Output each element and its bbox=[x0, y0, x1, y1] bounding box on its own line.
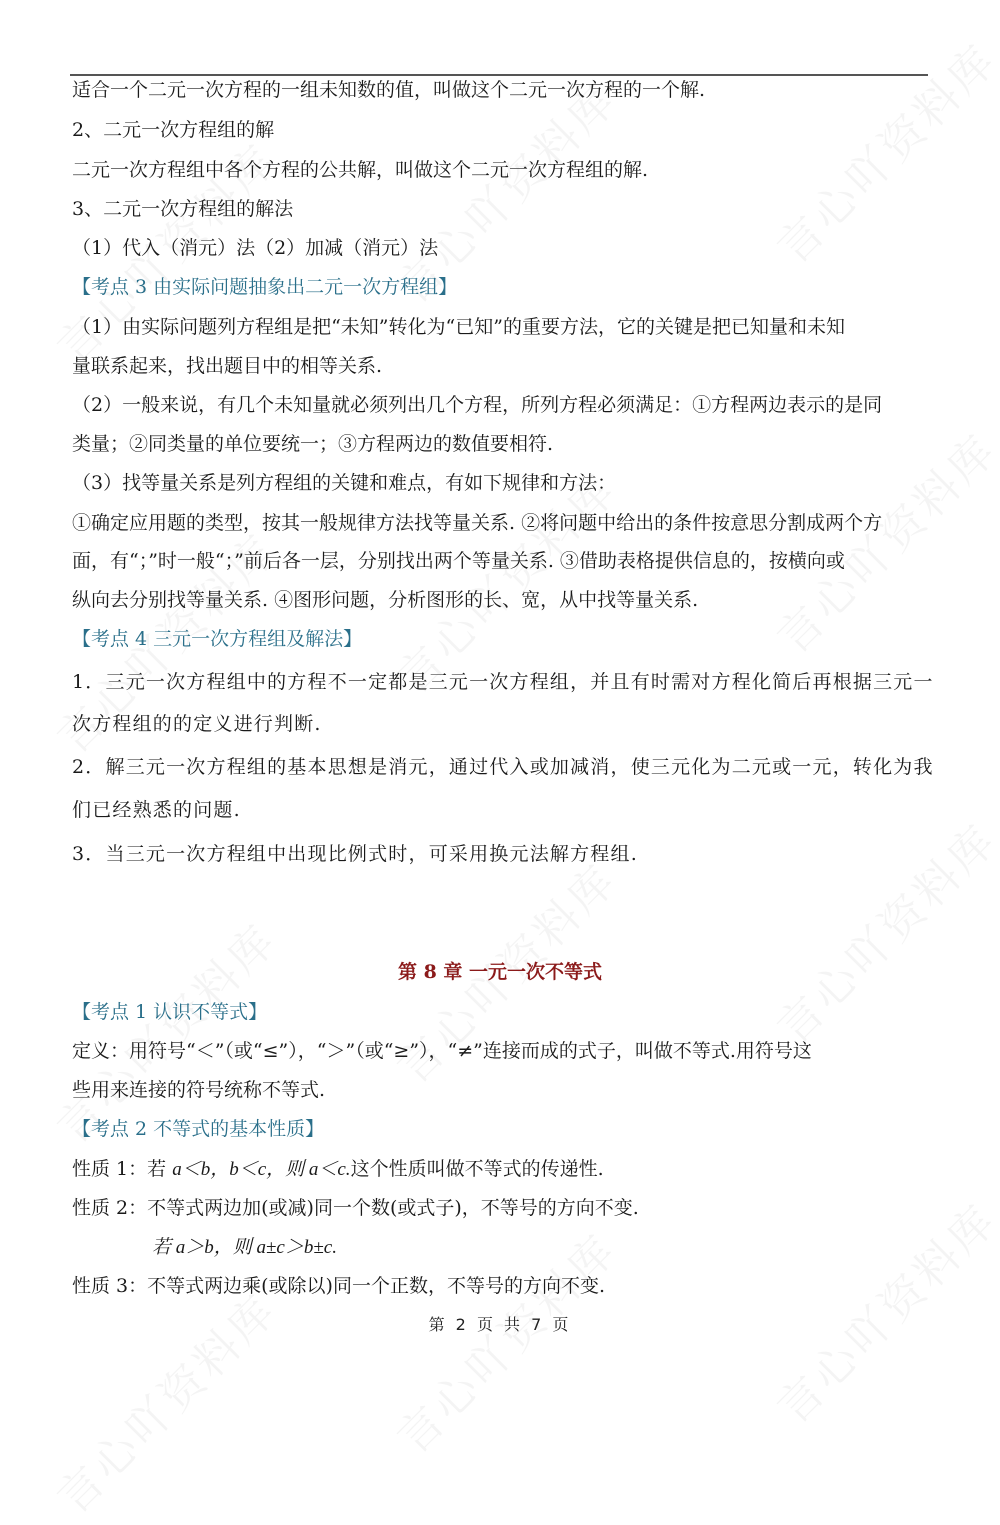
property-2-description: 不等式两边加(或减)同一个数(或式子)，不等号的方向不变. bbox=[147, 1197, 639, 1219]
point3-line-8: 纵向去分别找等量关系. ④图形问题，分析图形的长、宽，从中找等量关系. bbox=[72, 589, 699, 611]
point4-line-4: 们已经熟悉的问题. bbox=[72, 799, 241, 821]
property-3-description: 不等式两边乘(或除以)同一个正数，不等号的方向不变. bbox=[147, 1275, 606, 1297]
point4-line-5: 3．当三元一次方程组中出现比例式时，可采用换元法解方程组. bbox=[72, 843, 638, 865]
property-1-label: 性质 1： bbox=[72, 1158, 148, 1180]
property-1-expression: a＜b，b＜c，则 a＜c. bbox=[172, 1159, 351, 1180]
property-1-if: 若 bbox=[147, 1158, 173, 1180]
section-heading-point2: 【考点 2 不等式的基本性质】 bbox=[72, 1118, 325, 1140]
inequality-definition-line-2: 些用来连接的符号统称不等式. bbox=[72, 1079, 326, 1101]
page-number-footer: 第 2 页 共 7 页 bbox=[428, 1315, 572, 1334]
watermark-text bbox=[760, 806, 1000, 1055]
property-2-formula-text: 若 a＞b，则 a±c＞b±c. bbox=[152, 1237, 337, 1258]
point3-line-7: 面，有“；”时一般“；”前后各一层，分别找出两个等量关系. ③借助表格提供信息的，按横向或 bbox=[72, 550, 845, 572]
chapter-title: 第 8 章 一元一次不等式 bbox=[397, 961, 603, 983]
point3-line-3: （2）一般来说，有几个未知量就必须列出几个方程，所列方程必须满足：①方程两边表示的是同 bbox=[72, 394, 883, 416]
property-2-formula bbox=[152, 1235, 337, 1260]
property-2-label: 性质 2： bbox=[72, 1197, 148, 1219]
watermark-text bbox=[380, 1216, 629, 1465]
point4-line-3: 2．解三元一次方程组的基本思想是消元，通过代入或加减消，使三元化为二元或一元，转化为我 bbox=[72, 756, 934, 778]
point3-line-2: 量联系起来，找出题目中的相等关系. bbox=[72, 355, 383, 377]
point3-line-5: （3）找等量关系是列方程组的关键和难点，有如下规律和方法： bbox=[72, 472, 617, 494]
section-heading-point3: 【考点 3 由实际问题抽象出二元一次方程组】 bbox=[72, 276, 458, 298]
property-3 bbox=[72, 1274, 605, 1298]
point3-line-1: （1）由实际问题列方程组是把“未知”转化为“已知”的重要方法，它的关键是把已知量和未知 bbox=[72, 316, 845, 338]
property-2 bbox=[72, 1196, 639, 1220]
paragraph-solving-methods: （1）代入（消元）法（2）加减（消元）法 bbox=[72, 237, 439, 259]
point4-line-2: 次方程组的的定义进行判断. bbox=[72, 713, 322, 735]
inequality-definition-line-1: 定义：用符号“＜”（或“≤”），“＞”（或“≥”），“≠”连接而成的式子，叫做不等式.用符号这 bbox=[72, 1040, 812, 1062]
paragraph-solution-definition: 适合一个二元一次方程的一组未知数的值，叫做这个二元一次方程的一个解. bbox=[72, 79, 706, 101]
point3-line-4: 类量；②同类量的单位要统一；③方程两边的数值要相符. bbox=[72, 433, 554, 455]
watermark-text bbox=[760, 416, 1000, 665]
section-heading-point1: 【考点 1 认识不等式】 bbox=[72, 1001, 268, 1023]
watermark-text bbox=[760, 26, 1000, 275]
section-heading-point4: 【考点 4 三元一次方程组及解法】 bbox=[72, 628, 363, 650]
point3-line-6: ①确定应用题的类型，按其一般规律方法找等量关系. ②将问题中给出的条件按意思分割成两个方 bbox=[72, 512, 883, 534]
subheading-system-solution: 2、二元一次方程组的解 bbox=[72, 119, 275, 141]
property-1-description: 这个性质叫做不等式的传递性. bbox=[350, 1158, 604, 1180]
subheading-solving-methods: 3、二元一次方程组的解法 bbox=[72, 198, 294, 220]
watermark-text bbox=[760, 1186, 1000, 1435]
property-3-label: 性质 3： bbox=[72, 1275, 148, 1297]
point4-line-1: 1．三元一次方程组中的方程不一定都是三元一次方程组，并且有时需对方程化简后再根据三元一 bbox=[72, 671, 934, 693]
paragraph-system-solution: 二元一次方程组中各个方程的公共解，叫做这个二元一次方程组的解. bbox=[72, 159, 649, 181]
property-1 bbox=[72, 1157, 604, 1182]
header-rule bbox=[70, 74, 928, 76]
